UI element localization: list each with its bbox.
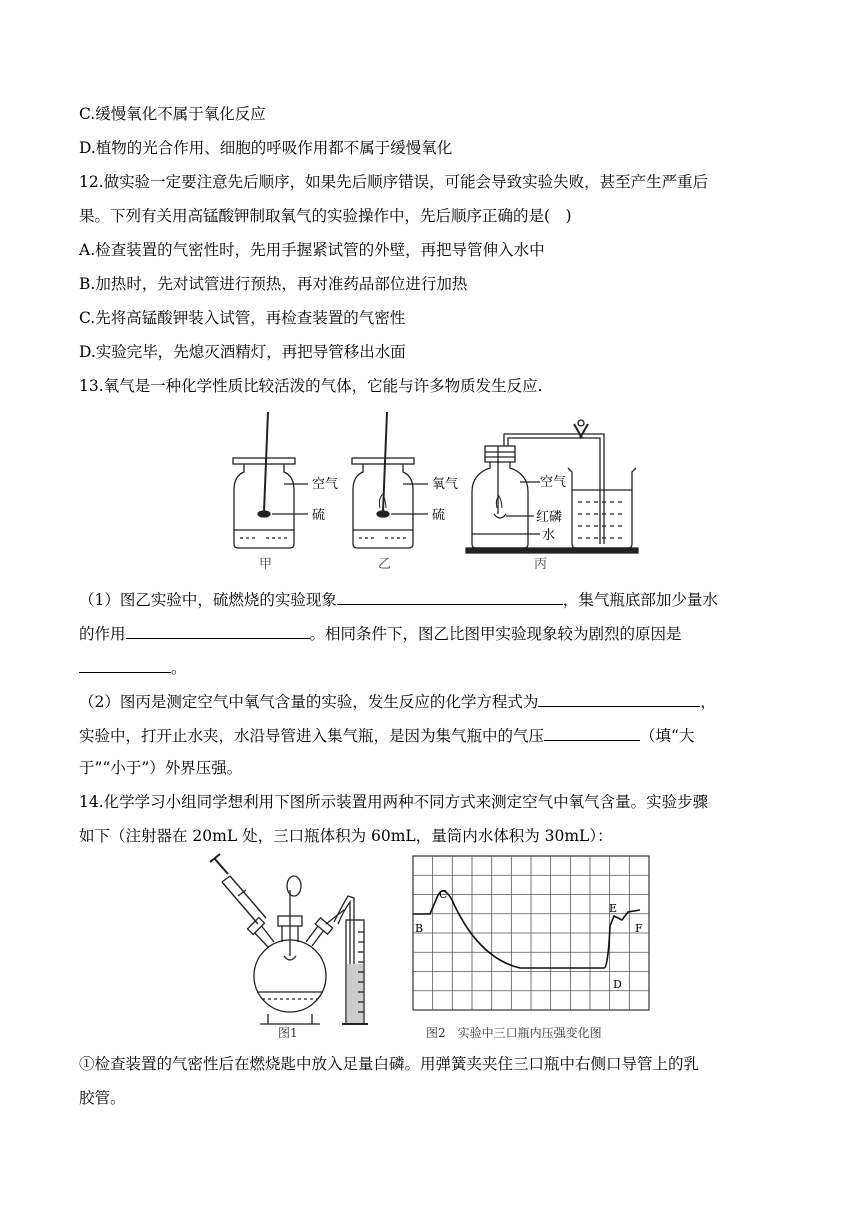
q13-part1-text-d: 。相同条件下，图乙比图甲实验现象较为剧烈的原因是 <box>309 625 682 643</box>
q12-option-a: A.检查装置的气密性时，先用手握紧试管的外壁，再把导管伸入水中 <box>79 241 545 259</box>
q13-part2-text-b: ， <box>700 693 716 711</box>
q13-part2-text-c: 实验中，打开止水夹，水沿导管进入集气瓶，是因为集气瓶中的气压 <box>79 727 545 745</box>
q13-part1-text-c: 的作用 <box>79 625 126 643</box>
q14-step1-line2: 胶管。 <box>79 1089 126 1107</box>
q14-stem-line1: 14.化学学习小组同学想利用下图所示装置用两种不同方式来测定空气中氧气含量。实验步骤 <box>79 793 709 811</box>
q13-part1-line3 <box>79 656 187 678</box>
answer-blank-reason[interactable] <box>79 656 171 673</box>
q12-stem-line1: 12.做实验一定要注意先后顺序，如果先后顺序错误，可能会导致实验失败，甚至产生严重后 <box>79 173 709 191</box>
q13-part2-line3: 于”“小于”）外界压强。 <box>79 759 243 777</box>
jia-caption: 甲 <box>259 557 273 572</box>
q11-option-d: D.植物的光合作用、细胞的呼吸作用都不属于缓慢氧化 <box>79 139 453 157</box>
answer-blank-water-function[interactable] <box>126 622 310 639</box>
three-neck-flask-apparatus <box>210 854 368 1024</box>
q13-part1-line2 <box>79 622 682 644</box>
jia-air-label: 空气 <box>312 477 339 492</box>
pressure-chart <box>413 856 649 1010</box>
yi-sulfur-label: 硫 <box>432 508 446 523</box>
answer-blank-phenomenon[interactable] <box>337 588 563 605</box>
answer-blank-pressure[interactable] <box>544 724 640 741</box>
q14-figures <box>208 852 654 1044</box>
q12-option-b: B.加热时，先对试管进行预热，再对准药品部位进行加热 <box>79 275 468 293</box>
bing-water-label: 水 <box>542 528 556 543</box>
bing-caption: 丙 <box>534 557 548 572</box>
point-b-label: B <box>415 922 424 935</box>
q13-part2-text-a: （2）图丙是测定空气中氧气含量的实验，发生反应的化学方程式为 <box>79 693 539 711</box>
answer-blank-equation[interactable] <box>538 690 700 707</box>
bing-phosphorus-label: 红磷 <box>536 510 563 525</box>
q12-option-c: C.先将高锰酸钾装入试管，再检查装置的气密性 <box>79 309 406 327</box>
q13-part2-line1 <box>79 690 716 712</box>
q12-option-d: D.实验完毕，先熄灭酒精灯，再把导管移出水面 <box>79 343 406 361</box>
jar-jia <box>233 412 308 548</box>
q12-stem-line2: 果。下列有关用高锰酸钾制取氧气的实验操作中，先后顺序正确的是( ) <box>79 207 572 225</box>
q13-part2-text-d: （填“大 <box>640 727 695 745</box>
q14-stem-line2: 如下（注射器在 20mL 处，三口瓶体积为 60mL，量筒内水体积为 30mL）： <box>79 827 613 845</box>
yi-oxygen-label: 氧气 <box>432 477 459 492</box>
fig2-caption: 图2 实验中三口瓶内压强变化图 <box>426 1026 602 1040</box>
q13-part1-text-a: （1）图乙实验中，硫燃烧的实验现象 <box>79 591 337 609</box>
pressure-curve <box>413 891 640 968</box>
jar-yi <box>352 412 428 548</box>
yi-caption: 乙 <box>378 557 392 572</box>
point-e-label: E <box>609 902 618 915</box>
q13-apparatus-figure <box>228 410 648 578</box>
jia-sulfur-label: 硫 <box>312 508 326 523</box>
point-d-label: D <box>613 978 622 991</box>
q13-part1-line1 <box>79 588 718 610</box>
point-f-label: F <box>635 922 643 935</box>
bing-air-label: 空气 <box>540 475 567 490</box>
q13-part1-text-e: 。 <box>171 659 187 677</box>
q14-step1-line1: ①检查装置的气密性后在燃烧匙中放入足量白磷。用弹簧夹夹住三口瓶中右侧口导管上的乳 <box>79 1055 700 1073</box>
point-c-label: C <box>439 888 448 901</box>
q13-part2-line2 <box>79 724 694 746</box>
q11-option-c: C.缓慢氧化不属于氧化反应 <box>79 105 266 123</box>
q13-part1-text-b: ，集气瓶底部加少量水 <box>562 591 718 609</box>
q13-stem: 13.氧气是一种化学性质比较活泼的气体，它能与许多物质发生反应. <box>79 377 543 395</box>
fig1-caption: 图1 <box>278 1026 298 1040</box>
